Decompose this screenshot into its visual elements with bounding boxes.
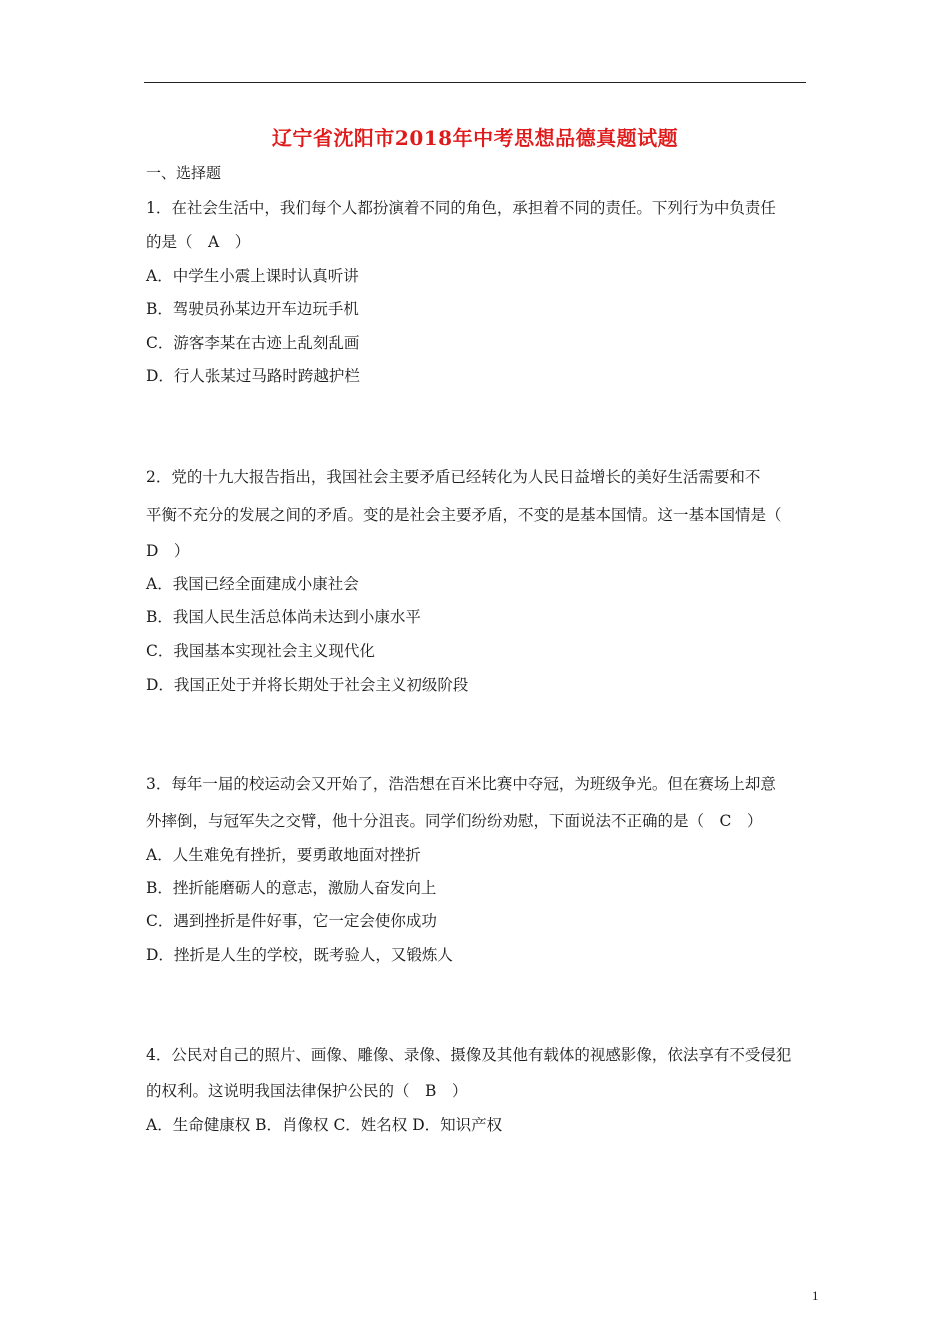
question-1-option-c: C．游客李某在古迹上乱刻乱画 [146,334,360,352]
question-1-option-b: B．驾驶员孙某边开车边玩手机 [146,300,359,318]
question-2-line-3: D ） [146,542,190,560]
question-1-option-a: A．中学生小震上课时认真听讲 [146,267,359,285]
question-2-option-a: A．我国已经全面建成小康社会 [146,575,359,593]
section-heading: 一、选择题 [146,164,222,182]
question-3-line-1: 3．每年一届的校运动会又开始了，浩浩想在百米比赛中夺冠，为班级争光。但在赛场上却意 [146,775,776,793]
document-title: 辽宁省沈阳市2018年中考思想品德真题试题 [271,126,679,150]
question-1-option-d: D．行人张某过马路时跨越护栏 [146,367,360,385]
question-2-line-1: 2．党的十九大报告指出，我国社会主要矛盾已经转化为人民日益增长的美好生活需要和不 [146,468,761,486]
question-4-line-2: 的权利。这说明我国法律保护公民的（ B ） [146,1082,468,1100]
question-1-line-2: 的是（ A ） [146,233,251,251]
question-3-option-b: B．挫折能磨砺人的意志，激励人奋发向上 [146,879,437,897]
question-1-line-1: 1．在社会生活中，我们每个人都扮演着不同的角色，承担着不同的责任。下列行为中负责任 [146,199,776,217]
question-4-line-1: 4．公民对自己的照片、画像、雕像、录像、摄像及其他有载体的视感影像，依法享有不受侵犯 [146,1046,792,1064]
question-2-option-b: B．我国人民生活总体尚未达到小康水平 [146,608,421,626]
question-3-option-a: A．人生难免有挫折，要勇敢地面对挫折 [146,846,421,864]
question-2-option-d: D．我国正处于并将长期处于社会主义初级阶段 [146,676,469,694]
question-2-line-2: 平衡不充分的发展之间的矛盾。变的是社会主要矛盾，不变的是基本国情。这一基本国情是（ [146,506,782,524]
question-3-option-c: C．遇到挫折是件好事，它一定会使你成功 [146,912,437,930]
question-4-options: A．生命健康权 B．肖像权 C．姓名权 D．知识产权 [146,1116,503,1134]
question-3-option-d: D．挫折是人生的学校，既考验人，又锻炼人 [146,946,453,964]
question-2-option-c: C．我国基本实现社会主义现代化 [146,642,375,660]
page-number: 1 [812,1288,819,1303]
question-3-line-2: 外摔倒，与冠军失之交臂，他十分沮丧。同学们纷纷劝慰，下面说法不正确的是（ C ） [146,812,763,830]
header-rule [144,82,806,83]
